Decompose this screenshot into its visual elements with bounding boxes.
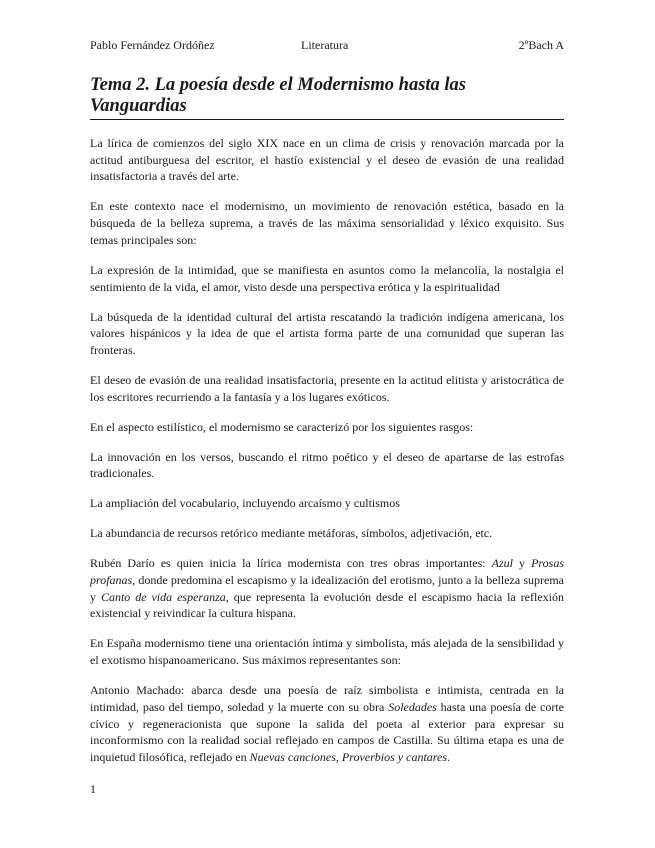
text-span: . — [447, 749, 451, 764]
text-span: , donde predomina el escapismo y la idealización del erotismo, junto a la belleza suprema y — [90, 573, 564, 604]
intro-paragraph: La lírica de comienzos del siglo XIX nace en un clima de crisis y renovación marcada por la actitud antiburguesa del escritor, el hastío existencial y el deseo de evasión de una realidad insatisfactoria a través del arte. — [90, 136, 564, 184]
modernism-definition-paragraph: En este contexto nace el modernismo, un movimiento de renovación estética, basado en la búsqueda de la belleza suprema, a través de las máxima sensorialidad y léxico exquisito. Sus temas principales son: — [90, 199, 564, 247]
header-author: Pablo Fernández Ordóñez — [90, 38, 215, 52]
theme-identity-paragraph: La búsqueda de la identidad cultural del artista rescatando la tradición indígena americana, los valores hispánicos y la idea de que el artista forma parte de una comunidad que superan las fronteras. — [90, 309, 564, 357]
header-subject: Literatura — [301, 38, 349, 52]
document-title: Tema 2. La poesía desde el Modernismo hasta las Vanguardias — [90, 75, 564, 120]
text-span: y — [513, 556, 532, 571]
ruben-dario-paragraph — [90, 555, 564, 622]
work-title: Canto de vida esperanza — [100, 589, 226, 604]
page-header — [90, 38, 564, 52]
style-vocabulary-paragraph: La ampliación del vocabulario, incluyendo arcaísmo y cultismos — [90, 496, 400, 511]
theme-intimacy-paragraph: La expresión de la intimidad, que se manifiesta en asuntos como la melancolía, la nostalgia el sentimiento de la vida, el amor, visto desde una perspectiva erótica y la espiritualidad — [90, 262, 564, 294]
style-rhetoric-paragraph: La abundancia de recursos retórico mediante metáforas, símbolos, adjetivación, etc. — [90, 526, 493, 541]
text-span: Antonio Machado: abarca desde una poesía de raíz simbolista e intimista, centrada en la intimidad, paso del tiempo, soledad y la muerte con su obra — [90, 683, 564, 714]
text-span: , — [335, 749, 342, 764]
style-verse-paragraph: La innovación en los versos, buscando el ritmo poético y el deseo de apartarse de las estrofas tradicionales. — [90, 449, 564, 481]
work-title: Nuevas canciones — [249, 749, 336, 764]
text-span: hasta una poesía de corte cívico y regeneracionista que supone la salida del poeta al exterior para expresar su inconformismo con la realidad social reflejado en campos de Castilla. Su última etapa es una de inquietud filosófica, reflejado en — [90, 699, 564, 764]
work-title: Proverbios y cantares — [341, 749, 448, 764]
work-title: Azul — [491, 556, 514, 571]
work-title: Prosas profanas — [90, 556, 564, 588]
page-number: 1 — [90, 782, 96, 796]
style-intro-paragraph: En el aspecto estilístico, el modernismo se caracterizó por los siguientes rasgos: — [90, 419, 474, 434]
theme-evasion-paragraph: El deseo de evasión de una realidad insatisfactoria, presente en la actitud elitista y aristocrática de los escritores recurriendo a la fantasía y a los lugares exóticos. — [90, 372, 564, 404]
text-span: , que representa la evolución desde el escapismo hacia la reflexión existencial y reivindicar la cultura hispana. — [90, 589, 564, 621]
document-body — [90, 135, 564, 779]
text-span: Rubén Darío es quien inicia la lírica modernista con tres obras importantes: — [90, 556, 492, 571]
spain-modernism-paragraph: En España modernismo tiene una orientación íntima y simbolista, más alejada de la sensibilidad y el exotismo hispanoamericano. Sus máximos representantes son: — [90, 636, 564, 668]
work-title: Soledades — [388, 699, 437, 714]
antonio-machado-paragraph — [90, 682, 564, 766]
header-course: 2ºBach A — [518, 38, 564, 52]
